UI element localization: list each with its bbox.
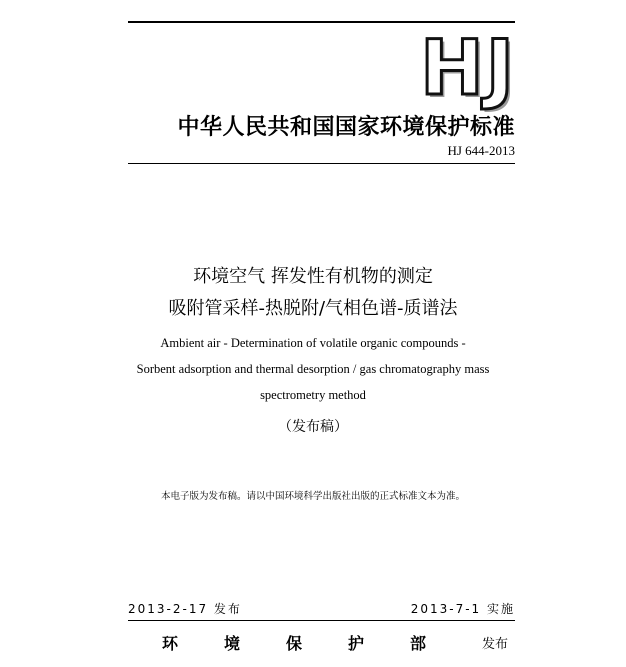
title-en-line2: Sorbent adsorption and thermal desorption / gas chromatography mass — [136, 362, 490, 376]
publish-label: 发布 — [482, 637, 509, 652]
title-en-line1: Ambient air - Determination of volatile organic compounds - — [160, 336, 466, 350]
organization-title: 中华人民共和国国家环境保护标准 — [177, 115, 515, 140]
electronic-version-notice: 本电子版为发布稿。请以中国环境科学出版社出版的正式标准文本为准。 — [160, 491, 465, 502]
ministry-name: 环境保护部 — [162, 634, 473, 653]
title-cn-line2: 吸附管采样-热脱附/气相色谱-质谱法 — [168, 298, 458, 319]
release-status: （发布稿） — [278, 419, 348, 435]
hj-logo: HJ — [420, 23, 516, 112]
header-rule — [128, 163, 515, 164]
title-en-line3: spectrometry method — [260, 388, 366, 402]
footer-rule — [128, 620, 515, 621]
implement-date: 2013-7-1 实施 — [410, 602, 515, 616]
standard-code: HJ 644-2013 — [447, 143, 515, 158]
issue-date: 2013-2-17 发布 — [128, 602, 242, 616]
title-cn-line1: 环境空气 挥发性有机物的测定 — [193, 266, 433, 287]
